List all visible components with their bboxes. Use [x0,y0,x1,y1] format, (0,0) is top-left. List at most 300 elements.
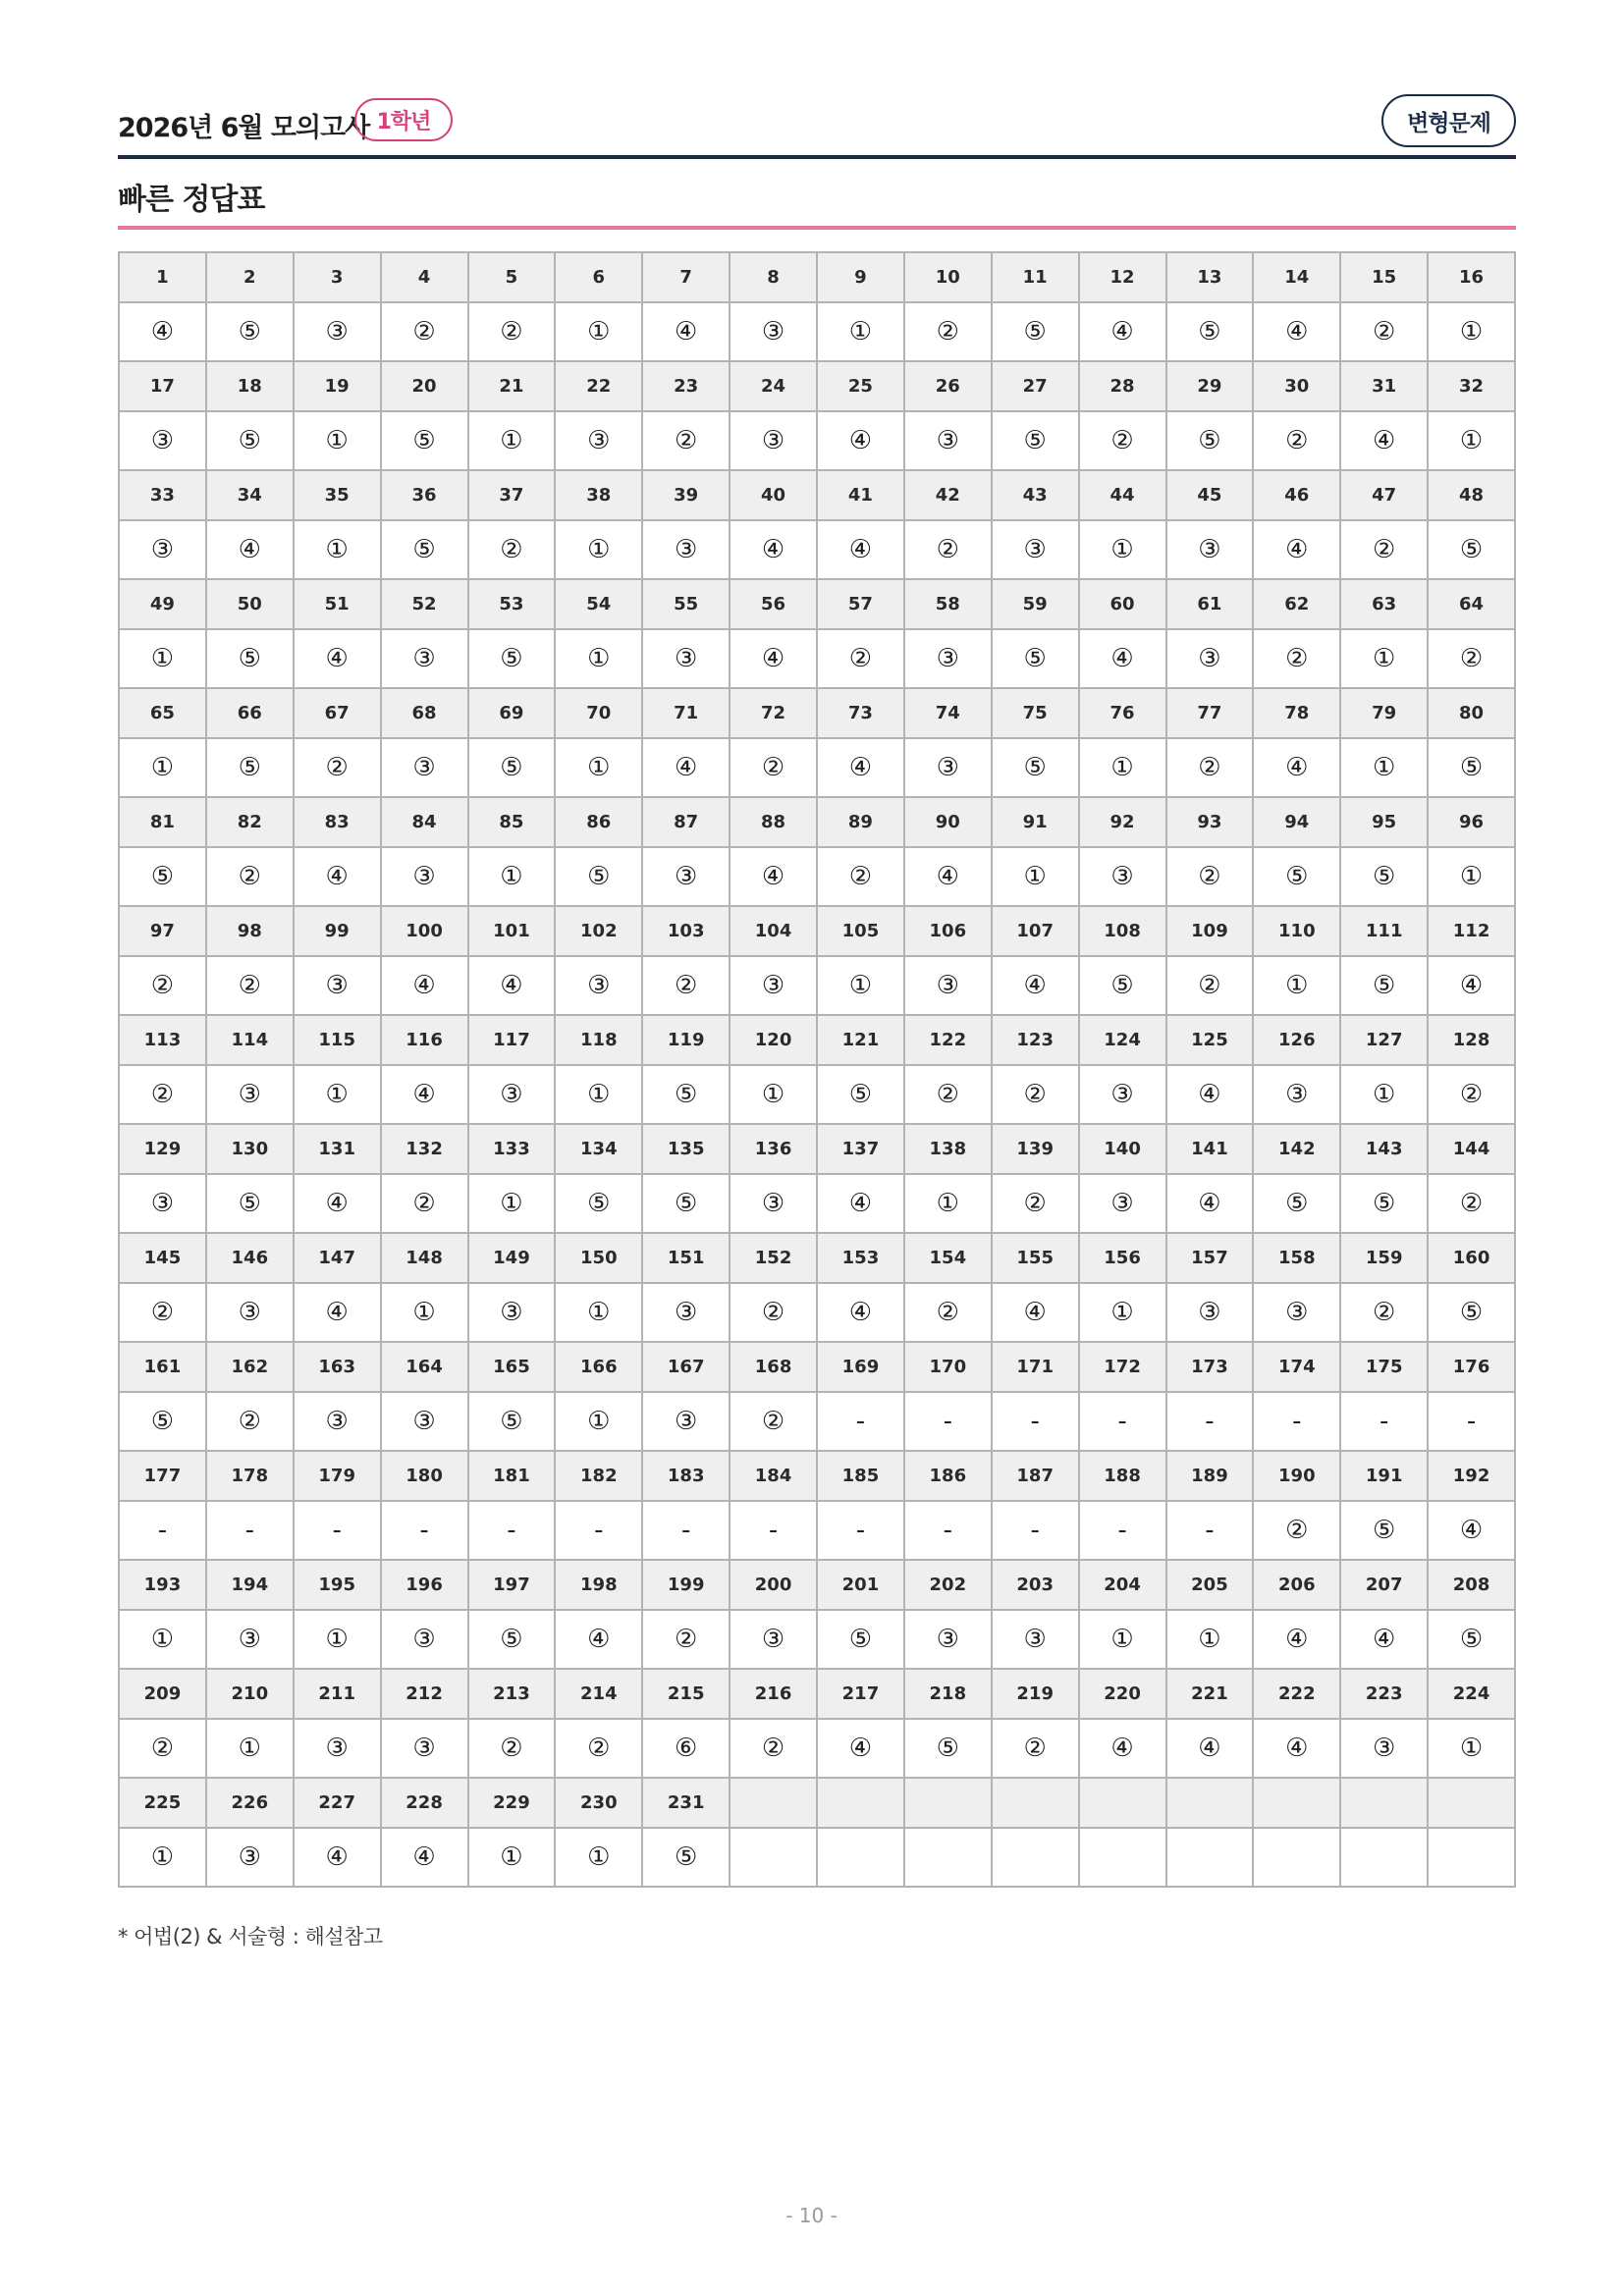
question-number-cell: 125 [1166,1015,1254,1065]
answer-cell: ② [992,1719,1079,1778]
question-number-cell: 85 [468,797,556,847]
answer-cell: ① [992,847,1079,906]
answer-cell: ② [1340,520,1428,579]
answer-cell: ⑤ [642,1065,730,1124]
answer-cell: ② [992,1065,1079,1124]
question-number-cell: 167 [642,1342,730,1392]
question-number-cell: 82 [206,797,294,847]
question-number-cell: 46 [1253,470,1340,520]
answer-cell: ② [468,520,556,579]
answer-cell: ② [1166,847,1254,906]
answer-cell: ③ [381,629,468,688]
answer-cell: ② [1253,411,1340,470]
answer-cell: ③ [555,411,642,470]
empty-cell [992,1778,1079,1828]
answer-cell: ② [642,1610,730,1669]
answer-row [119,847,1515,906]
question-number-cell: 72 [730,688,817,738]
answer-cell: ① [555,629,642,688]
empty-cell [1079,1778,1166,1828]
question-number-cell: 122 [904,1015,992,1065]
question-number-cell: 8 [730,252,817,302]
question-number-cell: 153 [817,1233,904,1283]
question-number-cell: 221 [1166,1669,1254,1719]
question-number-cell: 143 [1340,1124,1428,1174]
answer-cell: - [1079,1501,1166,1560]
answer-cell: ③ [904,738,992,797]
question-number-cell: 47 [1340,470,1428,520]
question-number-cell: 201 [817,1560,904,1610]
answer-row [119,956,1515,1015]
question-number-row [119,1124,1515,1174]
answer-cell: ④ [294,629,381,688]
question-number-cell: 172 [1079,1342,1166,1392]
question-number-cell: 117 [468,1015,556,1065]
question-number-cell: 17 [119,361,206,411]
question-number-cell: 74 [904,688,992,738]
answer-row [119,1610,1515,1669]
question-number-cell: 227 [294,1778,381,1828]
answer-cell: ④ [294,1174,381,1233]
answer-cell: ⑥ [642,1719,730,1778]
question-number-cell: 151 [642,1233,730,1283]
question-number-cell: 135 [642,1124,730,1174]
answer-cell: ④ [1253,738,1340,797]
question-number-cell: 137 [817,1124,904,1174]
answer-cell: ⑤ [119,1392,206,1451]
question-number-cell: 215 [642,1669,730,1719]
answer-cell: ① [294,411,381,470]
answer-cell: ③ [206,1283,294,1342]
question-number-cell: 175 [1340,1342,1428,1392]
question-number-cell: 174 [1253,1342,1340,1392]
question-number-cell: 156 [1079,1233,1166,1283]
answer-cell: ④ [1253,1610,1340,1669]
answer-cell: ⑤ [992,411,1079,470]
answer-cell: ④ [381,956,468,1015]
question-number-cell: 138 [904,1124,992,1174]
answer-cell: ② [1428,1065,1515,1124]
empty-cell [1340,1778,1428,1828]
answer-cell: ④ [817,738,904,797]
answer-cell: ③ [1253,1283,1340,1342]
empty-cell [904,1828,992,1887]
question-number-row [119,1342,1515,1392]
question-number-cell: 200 [730,1560,817,1610]
question-number-cell: 226 [206,1778,294,1828]
answer-cell: ③ [206,1610,294,1669]
answer-cell: ① [817,302,904,361]
question-number-cell: 169 [817,1342,904,1392]
question-number-cell: 154 [904,1233,992,1283]
question-number-cell: 170 [904,1342,992,1392]
question-number-cell: 148 [381,1233,468,1283]
question-number-row [119,1451,1515,1501]
answer-cell: ④ [904,847,992,906]
question-number-cell: 120 [730,1015,817,1065]
question-number-cell: 180 [381,1451,468,1501]
answer-cell: - [904,1501,992,1560]
question-number-cell: 131 [294,1124,381,1174]
question-number-cell: 158 [1253,1233,1340,1283]
question-number-cell: 70 [555,688,642,738]
answer-cell: ④ [294,1283,381,1342]
answer-cell: ② [1079,411,1166,470]
answer-cell: ② [119,1065,206,1124]
question-number-cell: 160 [1428,1233,1515,1283]
answer-cell: ② [1428,1174,1515,1233]
question-number-cell: 219 [992,1669,1079,1719]
question-number-cell: 2 [206,252,294,302]
question-number-cell: 5 [468,252,556,302]
question-number-cell: 150 [555,1233,642,1283]
question-number-cell: 26 [904,361,992,411]
question-number-row [119,361,1515,411]
question-number-cell: 49 [119,579,206,629]
answer-cell: - [381,1501,468,1560]
answer-cell: ③ [294,1719,381,1778]
answer-cell: - [1166,1501,1254,1560]
answer-cell: ③ [642,1392,730,1451]
answer-row [119,1174,1515,1233]
answer-cell: ② [817,847,904,906]
answer-cell: ② [119,956,206,1015]
question-number-cell: 12 [1079,252,1166,302]
question-number-cell: 57 [817,579,904,629]
question-number-cell: 62 [1253,579,1340,629]
empty-cell [730,1778,817,1828]
answer-row [119,411,1515,470]
question-number-cell: 229 [468,1778,556,1828]
question-number-cell: 212 [381,1669,468,1719]
question-number-row [119,906,1515,956]
answer-cell: ① [817,956,904,1015]
answer-cell: ② [1340,1283,1428,1342]
question-number-cell: 102 [555,906,642,956]
question-number-cell: 184 [730,1451,817,1501]
answer-cell: ③ [294,302,381,361]
question-number-cell: 60 [1079,579,1166,629]
empty-cell [1253,1778,1340,1828]
question-number-cell: 208 [1428,1560,1515,1610]
answer-cell: ④ [817,411,904,470]
answer-cell: ④ [817,1174,904,1233]
answer-cell: ⑤ [1428,738,1515,797]
question-number-cell: 91 [992,797,1079,847]
question-number-cell: 168 [730,1342,817,1392]
answer-cell: - [555,1501,642,1560]
answer-cell: ① [555,1065,642,1124]
question-number-cell: 145 [119,1233,206,1283]
question-number-cell: 183 [642,1451,730,1501]
question-number-cell: 136 [730,1124,817,1174]
answer-cell: ④ [1166,1174,1254,1233]
question-number-cell: 207 [1340,1560,1428,1610]
question-number-cell: 187 [992,1451,1079,1501]
question-number-cell: 185 [817,1451,904,1501]
question-number-cell: 203 [992,1560,1079,1610]
answer-cell: - [206,1501,294,1560]
answer-cell: ② [294,738,381,797]
question-number-cell: 179 [294,1451,381,1501]
answer-cell: ③ [642,847,730,906]
question-number-cell: 204 [1079,1560,1166,1610]
answer-cell: ② [1166,738,1254,797]
question-number-cell: 155 [992,1233,1079,1283]
question-number-cell: 182 [555,1451,642,1501]
question-number-row [119,1233,1515,1283]
question-number-cell: 141 [1166,1124,1254,1174]
answer-cell: ① [381,1283,468,1342]
question-number-cell: 64 [1428,579,1515,629]
answer-cell: - [119,1501,206,1560]
answer-cell: ③ [381,738,468,797]
answer-table-body [119,252,1515,1887]
answer-cell: ① [119,629,206,688]
answer-cell: ⑤ [206,1174,294,1233]
question-number-cell: 192 [1428,1451,1515,1501]
answer-cell: ④ [119,302,206,361]
question-number-row [119,1560,1515,1610]
question-number-cell: 211 [294,1669,381,1719]
question-number-cell: 40 [730,470,817,520]
answer-cell: ③ [1166,1283,1254,1342]
question-number-cell: 21 [468,361,556,411]
answer-cell: ⑤ [206,302,294,361]
question-number-cell: 79 [1340,688,1428,738]
page-header [118,94,1516,155]
question-number-cell: 97 [119,906,206,956]
question-number-cell: 113 [119,1015,206,1065]
question-number-cell: 114 [206,1015,294,1065]
question-number-cell: 116 [381,1015,468,1065]
question-number-row [119,688,1515,738]
answer-cell: ② [904,302,992,361]
answer-cell: ① [730,1065,817,1124]
question-number-cell: 109 [1166,906,1254,956]
question-number-cell: 4 [381,252,468,302]
question-number-cell: 213 [468,1669,556,1719]
question-number-cell: 112 [1428,906,1515,956]
answer-cell: ③ [992,1610,1079,1669]
answer-cell: ⑤ [206,629,294,688]
answer-cell: ③ [730,956,817,1015]
answer-cell: ② [1166,956,1254,1015]
question-number-cell: 194 [206,1560,294,1610]
answer-cell: ③ [1340,1719,1428,1778]
answer-row [119,629,1515,688]
answer-cell: ② [904,520,992,579]
question-number-cell: 53 [468,579,556,629]
answer-cell: ③ [904,1610,992,1669]
answer-cell: ③ [904,956,992,1015]
answer-cell: ③ [381,847,468,906]
answer-cell: ⑤ [642,1174,730,1233]
answer-cell: ② [468,1719,556,1778]
question-number-cell: 76 [1079,688,1166,738]
answer-cell: ③ [730,302,817,361]
question-number-cell: 110 [1253,906,1340,956]
answer-cell: ② [381,302,468,361]
answer-cell: ⑤ [119,847,206,906]
answer-cell: ② [817,629,904,688]
question-number-row [119,797,1515,847]
answer-cell: ④ [817,1719,904,1778]
question-number-cell: 20 [381,361,468,411]
answer-cell: ③ [642,1283,730,1342]
answer-cell: - [1253,1392,1340,1451]
answer-cell: ⑤ [817,1610,904,1669]
answer-cell: ③ [730,1174,817,1233]
answer-cell: ② [730,738,817,797]
answer-cell: ⑤ [904,1719,992,1778]
question-number-cell: 100 [381,906,468,956]
answer-cell: ② [206,956,294,1015]
question-number-cell: 51 [294,579,381,629]
question-number-cell: 44 [1079,470,1166,520]
answer-cell: ③ [119,411,206,470]
answer-cell: ① [555,1828,642,1887]
answer-cell: ④ [555,1610,642,1669]
answer-table [118,251,1516,1888]
question-number-cell: 144 [1428,1124,1515,1174]
question-number-cell: 147 [294,1233,381,1283]
question-number-cell: 134 [555,1124,642,1174]
answer-cell: ① [468,411,556,470]
question-number-row [119,579,1515,629]
answer-cell: ① [119,1828,206,1887]
question-number-cell: 222 [1253,1669,1340,1719]
question-number-cell: 218 [904,1669,992,1719]
empty-cell [1253,1828,1340,1887]
question-number-cell: 55 [642,579,730,629]
answer-cell: ⑤ [1079,956,1166,1015]
answer-cell: ⑤ [1340,1501,1428,1560]
question-number-cell: 166 [555,1342,642,1392]
question-number-cell: 50 [206,579,294,629]
question-number-row [119,1669,1515,1719]
answer-cell: ⑤ [206,738,294,797]
answer-cell: ③ [468,1283,556,1342]
answer-cell: ② [1253,629,1340,688]
question-number-cell: 66 [206,688,294,738]
empty-cell [992,1828,1079,1887]
answer-cell: ③ [1253,1065,1340,1124]
question-number-cell: 228 [381,1778,468,1828]
question-number-cell: 1 [119,252,206,302]
question-number-cell: 68 [381,688,468,738]
question-number-cell: 36 [381,470,468,520]
question-number-cell: 22 [555,361,642,411]
answer-cell: ① [468,1174,556,1233]
answer-cell: ③ [1166,520,1254,579]
answer-cell: ③ [642,629,730,688]
answer-cell: ③ [381,1610,468,1669]
answer-cell: - [1340,1392,1428,1451]
question-number-cell: 34 [206,470,294,520]
question-number-cell: 220 [1079,1669,1166,1719]
answer-cell: ③ [1079,1065,1166,1124]
question-number-cell: 41 [817,470,904,520]
answer-cell: ③ [206,1828,294,1887]
answer-cell: ② [119,1719,206,1778]
question-number-cell: 224 [1428,1669,1515,1719]
answer-cell: ③ [1079,847,1166,906]
answer-cell: ④ [1253,520,1340,579]
answer-cell: ① [468,847,556,906]
question-number-cell: 111 [1340,906,1428,956]
answer-cell: ④ [1253,302,1340,361]
answer-cell: ④ [1079,302,1166,361]
answer-cell: ① [1079,1610,1166,1669]
question-number-cell: 13 [1166,252,1254,302]
answer-cell: ① [1253,956,1340,1015]
question-number-cell: 30 [1253,361,1340,411]
question-number-cell: 157 [1166,1233,1254,1283]
question-number-cell: 27 [992,361,1079,411]
question-number-cell: 83 [294,797,381,847]
question-number-cell: 142 [1253,1124,1340,1174]
question-number-cell: 29 [1166,361,1254,411]
answer-cell: ④ [1340,1610,1428,1669]
answer-cell: ⑤ [381,520,468,579]
answer-cell: ④ [817,1283,904,1342]
answer-cell: ① [555,738,642,797]
question-number-cell: 56 [730,579,817,629]
answer-cell: ⑤ [1253,847,1340,906]
answer-cell: ⑤ [992,629,1079,688]
question-number-cell: 231 [642,1778,730,1828]
answer-cell: ⑤ [468,738,556,797]
answer-cell: ④ [1079,629,1166,688]
answer-cell: ③ [119,1174,206,1233]
question-number-cell: 93 [1166,797,1254,847]
question-number-cell: 127 [1340,1015,1428,1065]
question-number-cell: 173 [1166,1342,1254,1392]
question-number-cell: 152 [730,1233,817,1283]
answer-cell: ④ [468,956,556,1015]
question-number-cell: 71 [642,688,730,738]
answer-cell: ⑤ [206,411,294,470]
question-number-cell: 73 [817,688,904,738]
question-number-cell: 45 [1166,470,1254,520]
question-number-cell: 186 [904,1451,992,1501]
question-number-cell: 181 [468,1451,556,1501]
question-number-cell: 189 [1166,1451,1254,1501]
question-number-cell: 67 [294,688,381,738]
question-number-cell: 128 [1428,1015,1515,1065]
answer-cell: ① [904,1174,992,1233]
question-number-cell: 7 [642,252,730,302]
answer-cell: ① [1340,738,1428,797]
answer-cell: ⑤ [468,1392,556,1451]
answer-cell: ③ [555,956,642,1015]
answer-cell: ⑤ [468,629,556,688]
answer-cell: - [992,1501,1079,1560]
question-number-cell: 14 [1253,252,1340,302]
answer-cell: ② [1340,302,1428,361]
question-number-cell: 106 [904,906,992,956]
question-number-cell: 63 [1340,579,1428,629]
question-number-cell: 24 [730,361,817,411]
answer-cell: ④ [642,738,730,797]
question-number-cell: 140 [1079,1124,1166,1174]
answer-cell: ⑤ [555,1174,642,1233]
answer-cell: ② [555,1719,642,1778]
answer-cell: ③ [119,520,206,579]
answer-cell: ⑤ [468,1610,556,1669]
answer-cell: ② [1253,1501,1340,1560]
